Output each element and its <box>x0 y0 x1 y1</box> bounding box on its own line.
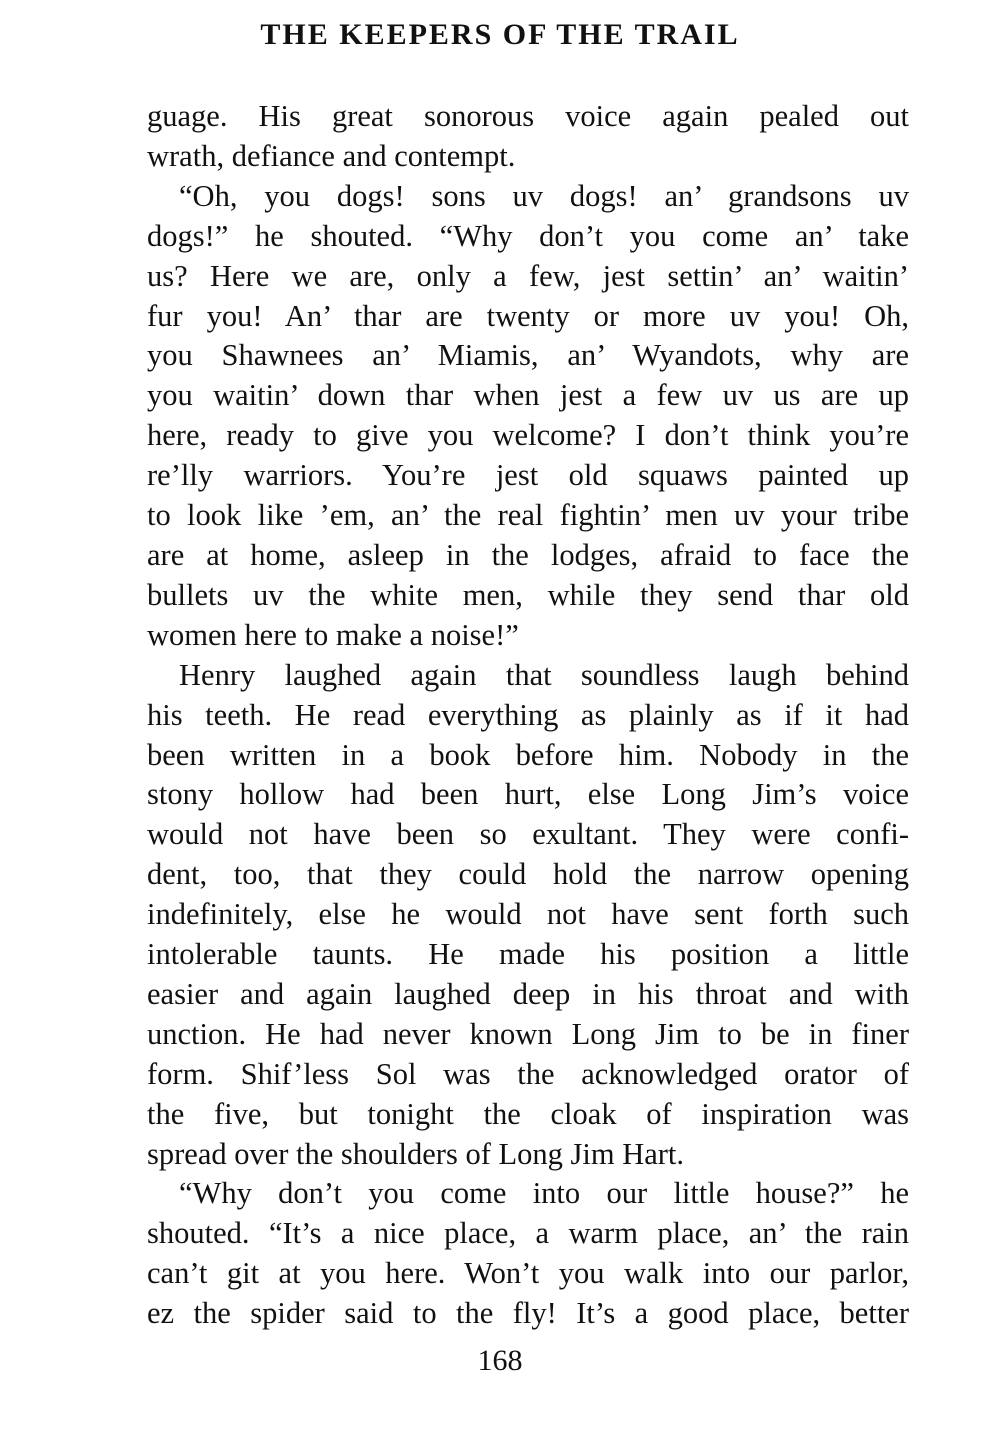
text-line: fur you! An’ thar are twenty or more uv you! Oh, <box>147 298 909 333</box>
text-line: “Why don’t you come into our little house?” he <box>179 1176 909 1211</box>
text-line: you waitin’ down thar when jest a few uv us are up <box>147 378 909 413</box>
text-line: would not have been so exultant. They were confi- <box>147 817 909 852</box>
text-line: to look like ’em, an’ the real fightin’ men uv your tribe <box>147 498 909 533</box>
text-line: “Oh, you dogs! sons uv dogs! an’ grandsons uv <box>179 178 909 213</box>
text-line: intolerable taunts. He made his position a little <box>147 937 909 972</box>
page-number: 168 <box>477 1344 523 1377</box>
text-line: women here to make a noise!” <box>147 617 519 652</box>
text-line: ez the spider said to the fly! It’s a good place, better <box>147 1296 909 1331</box>
running-header: THE KEEPERS OF THE TRAIL <box>260 18 740 51</box>
text-line: indefinitely, else he would not have sent forth such <box>147 897 909 932</box>
text-line: unction. He had never known Long Jim to be in finer <box>147 1016 909 1051</box>
text-line: guage. His great sonorous voice again pealed out <box>147 99 909 133</box>
text-line: re’lly warriors. You’re jest old squaws painted up <box>147 458 909 493</box>
text-line: Henry laughed again that soundless laugh behind <box>179 657 909 692</box>
text-line: here, ready to give you welcome? I don’t think you’re <box>147 418 909 453</box>
text-line: bullets uv the white men, while they send thar old <box>147 577 909 612</box>
text-line: wrath, defiance and contempt. <box>147 138 516 173</box>
text-line: been written in a book before him. Nobody in the <box>147 737 909 772</box>
text-line: shouted. “It’s a nice place, a warm place, an’ the rain <box>147 1216 909 1251</box>
body-text <box>147 97 909 1334</box>
text-line: the five, but tonight the cloak of inspiration was <box>147 1096 909 1131</box>
text-line: spread over the shoulders of Long Jim Hart. <box>147 1136 685 1171</box>
text-line: form. Shif’less Sol was the acknowledged orator of <box>147 1056 909 1091</box>
text-line: dogs!” he shouted. “Why don’t you come an’ take <box>147 218 909 253</box>
text-line: are at home, asleep in the lodges, afraid to face the <box>147 537 909 572</box>
text-line: stony hollow had been hurt, else Long Jim’s voice <box>147 777 909 812</box>
text-line: easier and again laughed deep in his throat and with <box>147 976 909 1011</box>
text-line: his teeth. He read everything as plainly as if it had <box>147 697 909 732</box>
text-line: can’t git at you here. Won’t you walk into our parlor, <box>147 1256 909 1291</box>
text-line: dent, too, that they could hold the narrow opening <box>147 857 909 892</box>
text-line: you Shawnees an’ Miamis, an’ Wyandots, why are <box>147 338 909 373</box>
text-line: us? Here we are, only a few, jest settin’ an’ waitin’ <box>147 258 909 293</box>
